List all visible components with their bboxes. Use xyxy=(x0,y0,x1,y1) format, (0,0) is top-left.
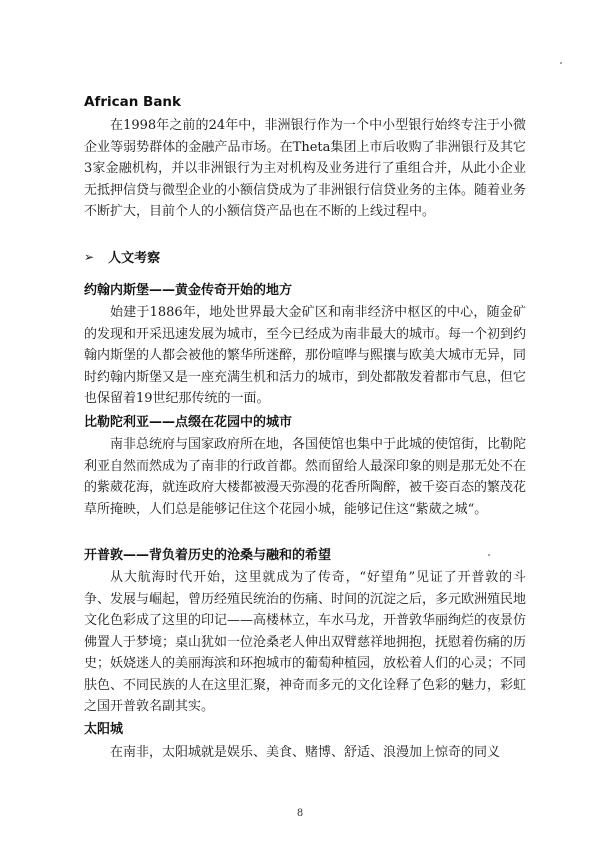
scan-speck xyxy=(560,62,562,64)
cape-town-paragraph: 从大航海时代开始，这里就成为了传奇，“好望角”见证了开普敦的斗争、发展与崛起，曾历经殖民统治的伤痛、时间的沉淀之后，多元欧洲殖民地文化色彩成了这里的印记——高楼林立，车水马龙，开普敦华丽绚烂的夜景仿佛置人于梦境；桌山犹如一位沧桑老人伸出双臂慈祥地拥抱，抚慰着伤痛的历史；妖娆迷人的美丽海滨和环抱城市的葡萄种植园，放松着人们的心灵；不同肤色、不同民族的人在这里汇聚，神奇而多元的文化诠释了色彩的魅力，彩虹之国开普敦名副其实。 xyxy=(84,570,527,714)
arrow-bullet-icon: ➢ xyxy=(84,249,95,264)
section-heading xyxy=(84,247,160,266)
african-bank-heading: African Bank xyxy=(84,94,182,110)
sun-city-heading: 太阳城 xyxy=(84,722,124,737)
scan-speck xyxy=(488,554,490,556)
johannesburg-heading: 约翰内斯堡——黄金传奇开始的地方 xyxy=(84,283,293,298)
cape-town-heading: 开普敦——背负着历史的沧桑与融和的希望 xyxy=(84,548,332,563)
johannesburg-paragraph: 始建于1886年，地处世界最大金矿区和南非经济中枢区的中心，随金矿的发现和开采迅速发展为城市，至今已经成为南非最大的城市。每一个初到约翰内斯堡的人都会被他的繁华所迷醉，那份喧哗与熙攘与欧美大城市无异，同时约翰内斯堡又是一座充满生机和活力的城市，到处都散发着都市气息，但它也保留着19世纪那传统的一面。 xyxy=(84,305,527,406)
page-number: 8 xyxy=(296,808,304,819)
african-bank-paragraph: 在1998年之前的24年中，非洲银行作为一个中小型银行始终专注于小微企业等弱势群体的金融产品市场。在Theta集团上市后收购了非洲银行及其它 3家金融机构，并以非洲银行为主对机构及业务进行了重组合并，从此小企业无抵押信贷与微型企业的小额信贷成为了非洲银行信贷业务的主体。随着业务不断扩大，目前个人的小额信贷产品也在不断的上线过程中。 xyxy=(84,118,527,219)
pretoria-paragraph: 南非总统府与国家政府所在地，各国使馆也集中于此城的使馆街，比勒陀利亚自然而然成为了南非的行政首都。然而留给人最深印象的则是那无处不在的紫葳花海，就连政府大楼都被漫天弥漫的花香所陶醉，被千姿百态的繁茂花草所掩映，人们总是能够记住这个花园小城，能够记住这“紫葳之城“。 xyxy=(84,437,527,517)
section-title: 人文考察 xyxy=(108,251,161,266)
sun-city-paragraph: 在南非，太阳城就是娱乐、美食、赌博、舒适、浪漫加上惊奇的同义 xyxy=(110,745,501,760)
pretoria-heading: 比勒陀利亚——点缀在花园中的城市 xyxy=(84,415,293,430)
